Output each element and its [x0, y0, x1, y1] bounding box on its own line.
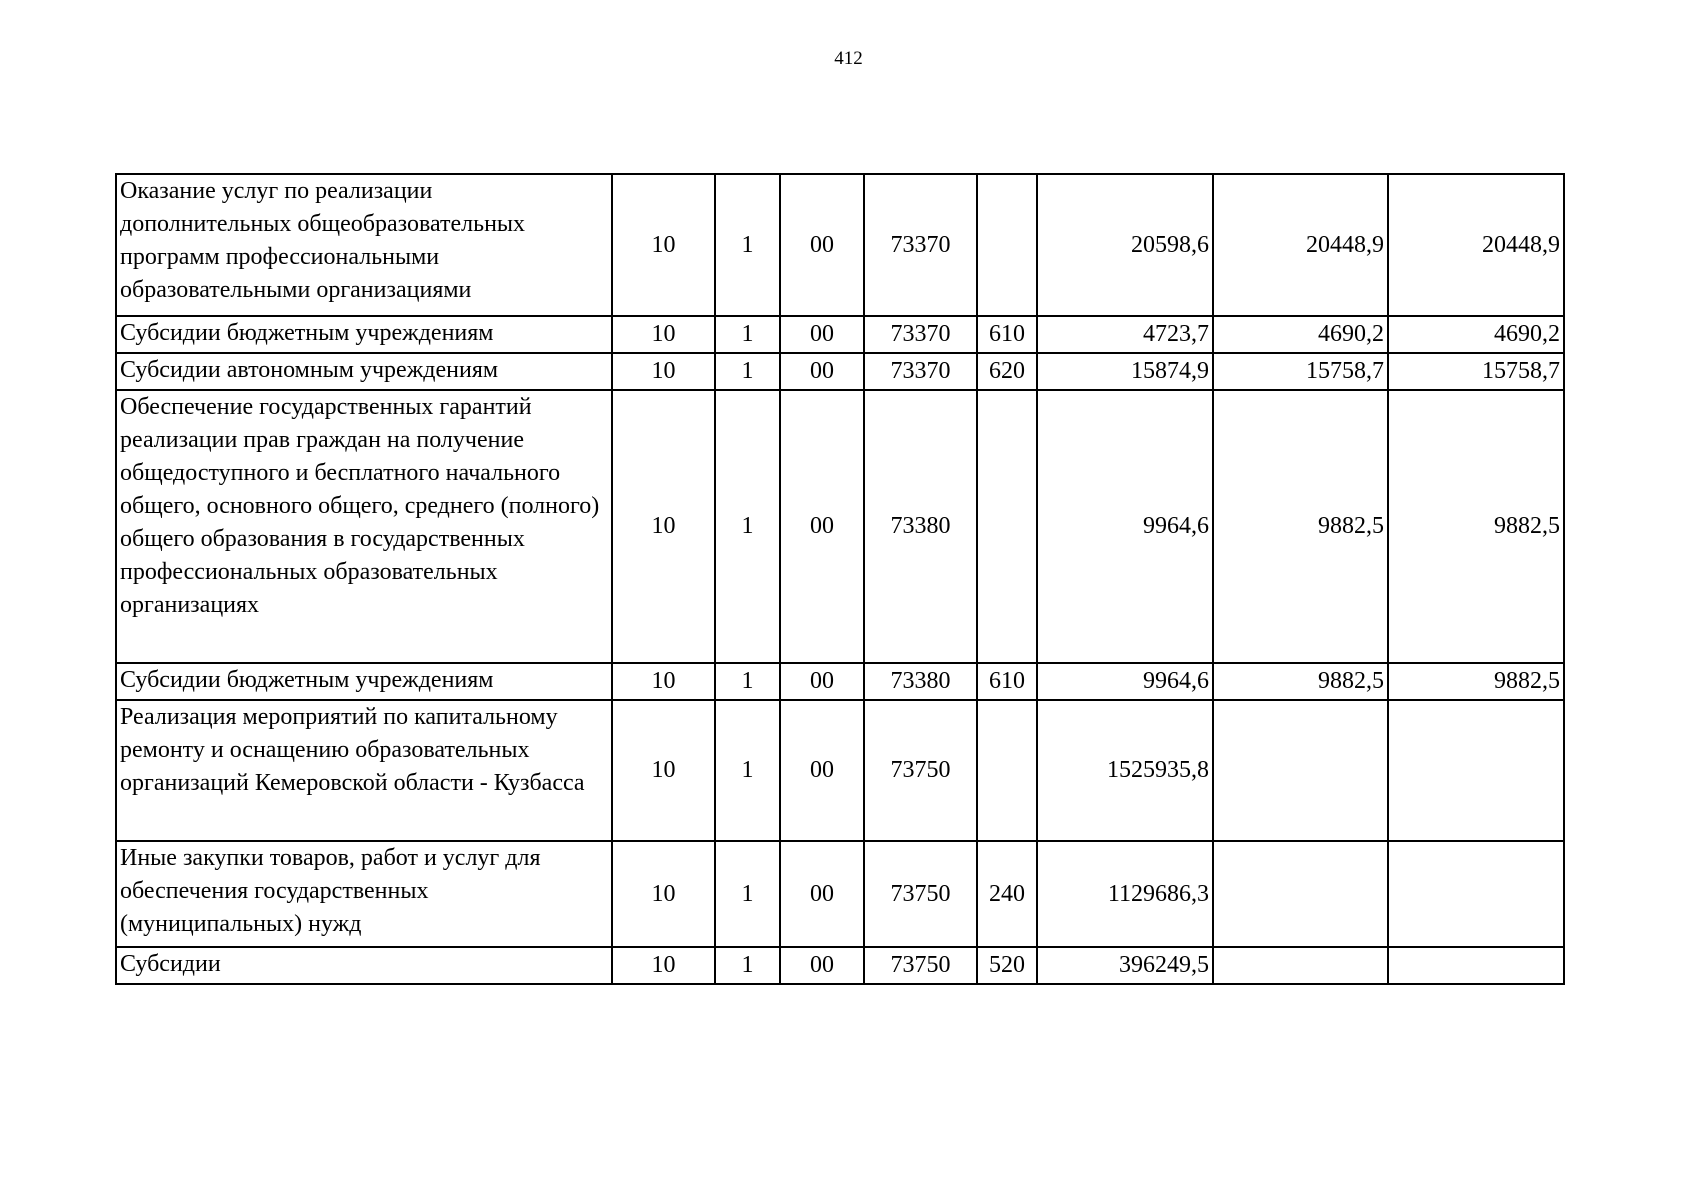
- program-code: 00: [780, 841, 864, 947]
- amount-2: [1213, 947, 1388, 984]
- page-number: 412: [834, 48, 863, 69]
- table-row: [116, 841, 1564, 947]
- program-code: 00: [780, 390, 864, 663]
- amount-3: 9882,5: [1388, 390, 1564, 663]
- row-name: Субсидии: [116, 947, 612, 984]
- table-row: [116, 353, 1564, 390]
- amount-1: 4723,7: [1037, 316, 1213, 353]
- subsection-code: 1: [715, 663, 780, 700]
- direction-code: 73380: [864, 390, 977, 663]
- expense-type-code: 610: [977, 316, 1037, 353]
- row-name: Реализация мероприятий по капитальному ремонту и оснащению образовательных организаций Кемеровской области - Кузбасса: [116, 700, 612, 841]
- direction-code: 73750: [864, 700, 977, 841]
- expense-type-code: 610: [977, 663, 1037, 700]
- expense-type-code: 520: [977, 947, 1037, 984]
- amount-1: 1129686,3: [1037, 841, 1213, 947]
- program-code: 00: [780, 316, 864, 353]
- direction-code: 73380: [864, 663, 977, 700]
- table-row: [116, 316, 1564, 353]
- amount-2: 20448,9: [1213, 174, 1388, 316]
- amount-3: 15758,7: [1388, 353, 1564, 390]
- program-code: 00: [780, 700, 864, 841]
- subsection-code: 1: [715, 947, 780, 984]
- program-code: 00: [780, 663, 864, 700]
- amount-2: 15758,7: [1213, 353, 1388, 390]
- section-code: 10: [612, 316, 715, 353]
- direction-code: 73370: [864, 174, 977, 316]
- subsection-code: 1: [715, 174, 780, 316]
- section-code: 10: [612, 841, 715, 947]
- amount-3: 20448,9: [1388, 174, 1564, 316]
- budget-table: [115, 173, 1565, 985]
- subsection-code: 1: [715, 390, 780, 663]
- amount-1: 9964,6: [1037, 663, 1213, 700]
- expense-type-code: [977, 174, 1037, 316]
- section-code: 10: [612, 663, 715, 700]
- amount-2: [1213, 841, 1388, 947]
- amount-1: 1525935,8: [1037, 700, 1213, 841]
- table-row: [116, 700, 1564, 841]
- program-code: 00: [780, 353, 864, 390]
- direction-code: 73750: [864, 947, 977, 984]
- table-row: [116, 947, 1564, 984]
- subsection-code: 1: [715, 841, 780, 947]
- amount-1: 15874,9: [1037, 353, 1213, 390]
- section-code: 10: [612, 390, 715, 663]
- program-code: 00: [780, 947, 864, 984]
- row-name: Иные закупки товаров, работ и услуг для обеспечения государственных (муниципальных) нужд: [116, 841, 612, 947]
- amount-2: [1213, 700, 1388, 841]
- amount-3: 4690,2: [1388, 316, 1564, 353]
- table-row: [116, 663, 1564, 700]
- subsection-code: 1: [715, 700, 780, 841]
- expense-type-code: 240: [977, 841, 1037, 947]
- table-row: [116, 390, 1564, 663]
- amount-3: [1388, 841, 1564, 947]
- row-name: Субсидии бюджетным учреждениям: [116, 316, 612, 353]
- section-code: 10: [612, 947, 715, 984]
- amount-2: 9882,5: [1213, 663, 1388, 700]
- direction-code: 73370: [864, 316, 977, 353]
- subsection-code: 1: [715, 353, 780, 390]
- amount-3: 9882,5: [1388, 663, 1564, 700]
- table-row: [116, 174, 1564, 316]
- amount-1: 20598,6: [1037, 174, 1213, 316]
- expense-type-code: 620: [977, 353, 1037, 390]
- expense-type-code: [977, 700, 1037, 841]
- amount-1: 9964,6: [1037, 390, 1213, 663]
- expense-type-code: [977, 390, 1037, 663]
- row-name: Оказание услуг по реализации дополнительных общеобразовательных программ профессиональными образовательными организациями: [116, 174, 612, 316]
- direction-code: 73750: [864, 841, 977, 947]
- row-name: Субсидии автономным учреждениям: [116, 353, 612, 390]
- amount-3: [1388, 700, 1564, 841]
- subsection-code: 1: [715, 316, 780, 353]
- program-code: 00: [780, 174, 864, 316]
- row-name: Субсидии бюджетным учреждениям: [116, 663, 612, 700]
- amount-3: [1388, 947, 1564, 984]
- amount-2: 9882,5: [1213, 390, 1388, 663]
- row-name: Обеспечение государственных гарантий реализации прав граждан на получение общедоступного и бесплатного начального общего, основного общего, среднего (полного) общего образования в государственных профессиональных образовательных организациях: [116, 390, 612, 663]
- amount-1: 396249,5: [1037, 947, 1213, 984]
- section-code: 10: [612, 700, 715, 841]
- amount-2: 4690,2: [1213, 316, 1388, 353]
- section-code: 10: [612, 174, 715, 316]
- section-code: 10: [612, 353, 715, 390]
- direction-code: 73370: [864, 353, 977, 390]
